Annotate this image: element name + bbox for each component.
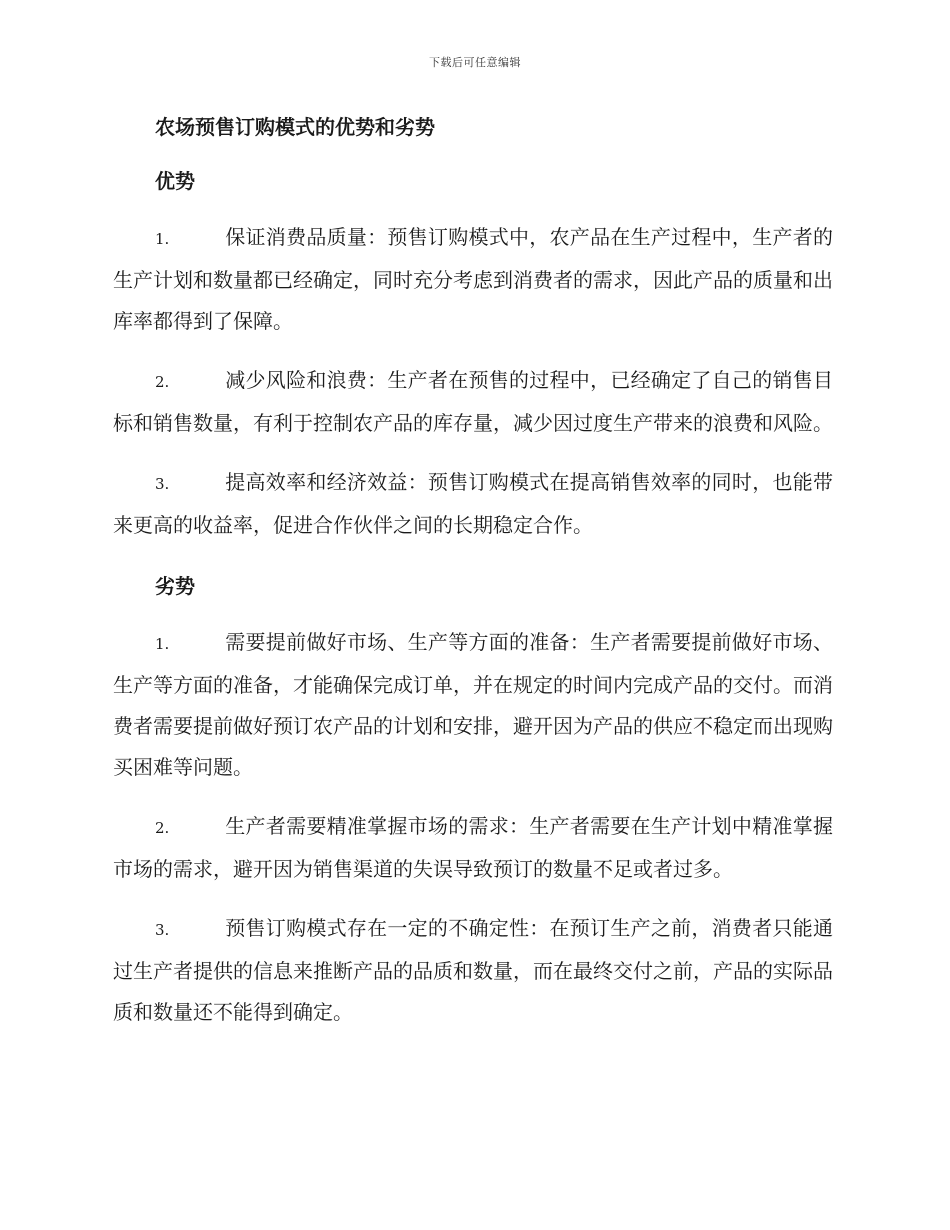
list-item-text: 提高效率和经济效益：预售订购模式在提高销售效率的同时，也能带来更高的收益率，促进合作伙伴之间的长期稳定合作。 [113,470,833,537]
list-item-number: 1. [155,230,170,248]
list-item-number: 2. [155,819,170,837]
list-item-text: 保证消费品质量：预售订购模式中，农产品在生产过程中，生产者的生产计划和数量都已经确定，同时充分考虑到消费者的需求，因此产品的质量和出库率都得到了保障。 [113,225,833,333]
list-item [113,360,833,444]
section-heading-advantages: 优势 [155,169,195,193]
list-item-number: 3. [155,475,170,493]
list-item [113,217,833,342]
page-header-note: 下载后可任意编辑 [429,56,521,69]
list-item-text: 需要提前做好市场、生产等方面的准备：生产者需要提前做好市场、生产等方面的准备，才能确保完成订单，并在规定的时间内完成产品的交付。而消费者需要提前做好预订农产品的计划和安排，避开因为产品的供应不稳定而出现购买困难等问题。 [113,630,833,779]
list-item-text: 减少风险和浪费：生产者在预售的过程中，已经确定了自己的销售目标和销售数量，有利于控制农产品的库存量，减少因过度生产带来的浪费和风险。 [113,368,833,435]
list-item [113,622,833,788]
list-item [113,806,833,890]
list-item-text: 预售订购模式存在一定的不确定性：在预订生产之前，消费者只能通过生产者提供的信息来推断产品的品质和数量，而在最终交付之前，产品的实际品质和数量还不能得到确定。 [113,916,833,1024]
list-item-number: 3. [155,921,170,939]
list-item [113,908,833,1033]
document-title: 农场预售订购模式的优势和劣势 [155,115,435,139]
list-item-number: 2. [155,373,170,391]
document-body [113,112,833,1033]
section-heading-disadvantages: 劣势 [155,574,195,598]
list-item [113,462,833,546]
list-item-number: 1. [155,635,170,653]
list-item-text: 生产者需要精准掌握市场的需求：生产者需要在生产计划中精准掌握市场的需求，避开因为销售渠道的失误导致预订的数量不足或者过多。 [113,814,833,881]
